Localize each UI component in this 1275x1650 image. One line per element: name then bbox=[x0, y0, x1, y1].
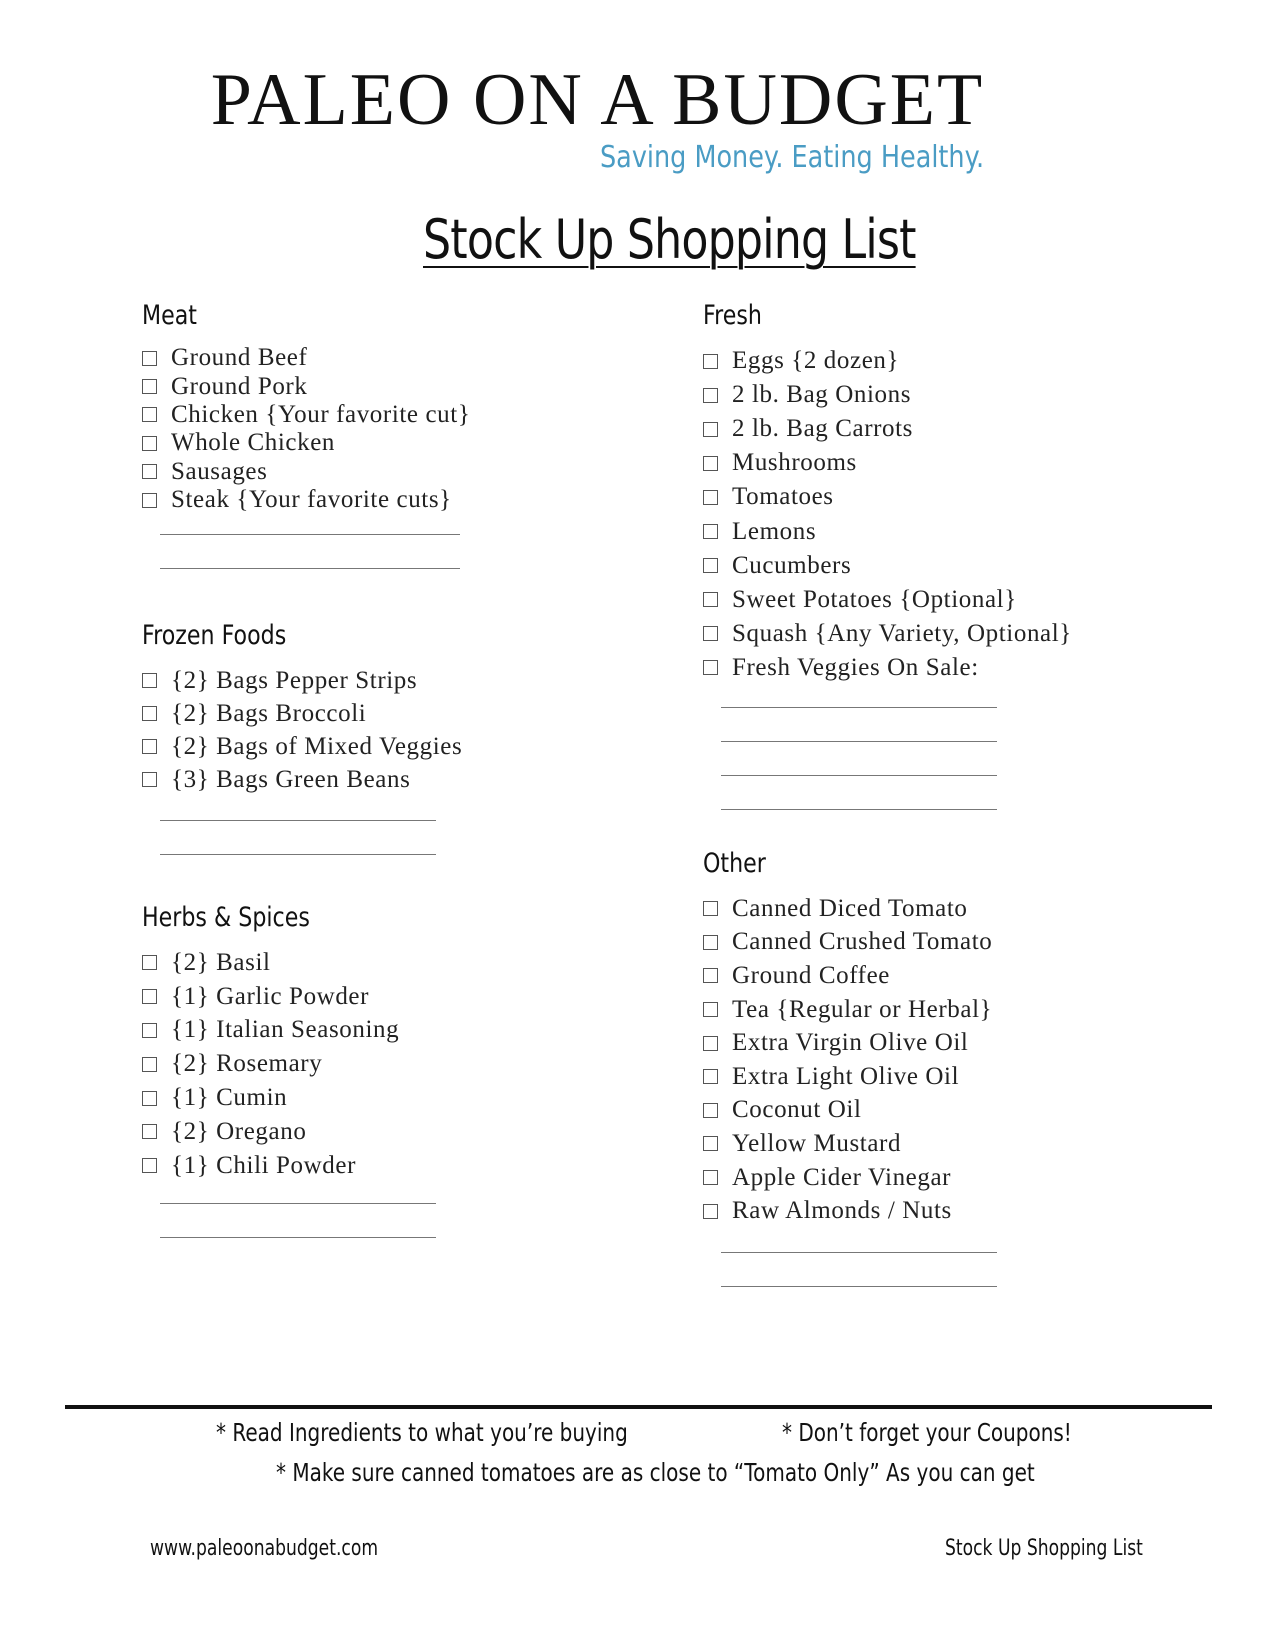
item-label: Coconut Oil bbox=[732, 1096, 862, 1124]
item-label: Extra Virgin Olive Oil bbox=[732, 1029, 969, 1057]
list-item bbox=[703, 1194, 997, 1228]
write-in-line[interactable] bbox=[721, 1252, 997, 1253]
checkbox[interactable] bbox=[703, 901, 718, 916]
checkbox[interactable] bbox=[142, 1158, 157, 1173]
list-item bbox=[142, 1014, 436, 1048]
list-item bbox=[142, 763, 462, 796]
list-item bbox=[703, 446, 1072, 480]
list-item bbox=[142, 429, 470, 457]
write-in-line[interactable] bbox=[160, 820, 436, 821]
item-label: {2} Basil bbox=[171, 948, 271, 976]
list-item bbox=[703, 549, 1072, 583]
checkbox[interactable] bbox=[703, 1103, 718, 1118]
meat-item-list bbox=[142, 344, 470, 514]
item-label: 2 lb. Bag Onions bbox=[732, 381, 912, 409]
note-canned-tomatoes: * Make sure canned tomatoes are as close to “Tomato Only” As you can get bbox=[276, 1458, 1035, 1487]
item-label: Steak {Your favorite cuts} bbox=[171, 486, 452, 514]
list-item bbox=[142, 946, 436, 980]
checkbox[interactable] bbox=[703, 388, 718, 403]
write-in-line[interactable] bbox=[721, 707, 997, 708]
checkbox[interactable] bbox=[703, 592, 718, 607]
item-label: {1} Chili Powder bbox=[171, 1151, 356, 1179]
checkbox[interactable] bbox=[142, 1057, 157, 1072]
item-label: Cucumbers bbox=[732, 551, 852, 579]
item-label: {2} Oregano bbox=[171, 1117, 307, 1145]
write-in-line[interactable] bbox=[160, 1203, 436, 1204]
checkbox[interactable] bbox=[142, 1023, 157, 1038]
checkbox[interactable] bbox=[142, 436, 157, 451]
item-label: {2} Rosemary bbox=[171, 1050, 323, 1078]
other-item-list bbox=[703, 892, 997, 1228]
checkbox[interactable] bbox=[703, 524, 718, 539]
list-item bbox=[703, 959, 997, 993]
list-item bbox=[703, 1094, 997, 1128]
item-label: Lemons bbox=[732, 517, 817, 545]
list-item bbox=[703, 1060, 997, 1094]
section-heading-meat: Meat bbox=[142, 300, 197, 331]
checkbox[interactable] bbox=[142, 955, 157, 970]
checkbox[interactable] bbox=[703, 968, 718, 983]
item-label: Raw Almonds / Nuts bbox=[732, 1197, 952, 1225]
write-in-line[interactable] bbox=[160, 1237, 436, 1238]
item-label: Sweet Potatoes {Optional} bbox=[732, 585, 1017, 613]
checkbox[interactable] bbox=[142, 351, 157, 366]
checkbox[interactable] bbox=[142, 989, 157, 1004]
item-label: Mushrooms bbox=[732, 449, 857, 477]
item-label: Ground Beef bbox=[171, 344, 308, 372]
item-label: Yellow Mustard bbox=[732, 1129, 902, 1157]
item-label: Apple Cider Vinegar bbox=[732, 1163, 952, 1191]
list-item bbox=[703, 1127, 997, 1161]
list-item bbox=[142, 486, 470, 514]
item-label: Extra Light Olive Oil bbox=[732, 1062, 960, 1090]
write-in-line[interactable] bbox=[721, 809, 997, 810]
item-label: Fresh Veggies On Sale: bbox=[732, 653, 979, 681]
item-label: Ground Pork bbox=[171, 372, 308, 400]
list-item bbox=[142, 1081, 436, 1115]
list-item bbox=[703, 1161, 997, 1195]
list-item bbox=[703, 583, 1072, 617]
checkbox[interactable] bbox=[703, 354, 718, 369]
list-item bbox=[142, 697, 462, 730]
list-item bbox=[142, 372, 470, 400]
frozen-item-list bbox=[142, 664, 462, 796]
write-in-line[interactable] bbox=[160, 534, 460, 535]
fresh-item-list bbox=[703, 344, 1072, 685]
checkbox[interactable] bbox=[703, 1136, 718, 1151]
section-heading-herbs-spices: Herbs & Spices bbox=[142, 902, 310, 933]
checkbox[interactable] bbox=[703, 1170, 718, 1185]
checkbox[interactable] bbox=[703, 626, 718, 641]
list-item bbox=[142, 344, 470, 372]
item-label: Whole Chicken bbox=[171, 429, 336, 457]
checkbox[interactable] bbox=[703, 490, 718, 505]
checkbox[interactable] bbox=[703, 456, 718, 471]
checkbox[interactable] bbox=[142, 1091, 157, 1106]
checkbox[interactable] bbox=[142, 739, 157, 754]
list-item bbox=[703, 926, 997, 960]
note-read-ingredients: * Read Ingredients to what you’re buying bbox=[216, 1418, 628, 1447]
list-item bbox=[703, 344, 1072, 378]
checkbox[interactable] bbox=[703, 1002, 718, 1017]
list-item bbox=[142, 730, 462, 763]
section-heading-fresh: Fresh bbox=[703, 300, 762, 331]
checkbox[interactable] bbox=[142, 493, 157, 508]
checkbox[interactable] bbox=[703, 660, 718, 675]
item-label: Sausages bbox=[171, 457, 268, 485]
item-label: 2 lb. Bag Carrots bbox=[732, 415, 914, 443]
write-in-line[interactable] bbox=[721, 775, 997, 776]
item-label: {1} Garlic Powder bbox=[171, 982, 370, 1010]
item-label: Chicken {Your favorite cut} bbox=[171, 400, 471, 428]
item-label: {3} Bags Green Beans bbox=[171, 765, 411, 793]
section-herbs-spices bbox=[142, 902, 436, 1238]
list-item bbox=[703, 993, 997, 1027]
brand-tagline: Saving Money. Eating Healthy. bbox=[600, 140, 985, 175]
section-heading-frozen-foods: Frozen Foods bbox=[142, 620, 287, 651]
checkbox[interactable] bbox=[142, 706, 157, 721]
list-item bbox=[703, 480, 1072, 514]
checkbox[interactable] bbox=[703, 558, 718, 573]
list-item bbox=[142, 401, 470, 429]
list-item bbox=[142, 458, 470, 486]
checkbox[interactable] bbox=[703, 1069, 718, 1084]
checkbox[interactable] bbox=[142, 673, 157, 688]
list-item bbox=[142, 1115, 436, 1149]
item-label: Ground Coffee bbox=[732, 961, 890, 989]
checkbox[interactable] bbox=[142, 464, 157, 479]
divider-rule bbox=[65, 1405, 1212, 1409]
list-item bbox=[703, 892, 997, 926]
write-in-line[interactable] bbox=[160, 568, 460, 569]
item-label: Canned Crushed Tomato bbox=[732, 928, 993, 956]
checkbox[interactable] bbox=[703, 1204, 718, 1219]
checkbox[interactable] bbox=[703, 935, 718, 950]
checkbox[interactable] bbox=[703, 1036, 718, 1051]
checkbox[interactable] bbox=[142, 772, 157, 787]
item-label: {1} Italian Seasoning bbox=[171, 1016, 400, 1044]
checkbox[interactable] bbox=[142, 1124, 157, 1139]
item-label: Tea {Regular or Herbal} bbox=[732, 995, 993, 1023]
footer-document-title: Stock Up Shopping List bbox=[945, 1536, 1143, 1561]
list-item bbox=[703, 412, 1072, 446]
section-meat bbox=[142, 300, 470, 569]
list-item bbox=[703, 617, 1072, 651]
footer-website: www.paleoonabudget.com bbox=[150, 1536, 379, 1561]
write-in-line[interactable] bbox=[721, 741, 997, 742]
brand-logo-text: PALEO ON A BUDGET bbox=[210, 59, 985, 141]
checkbox[interactable] bbox=[142, 407, 157, 422]
herbs-item-list bbox=[142, 946, 436, 1183]
write-in-line[interactable] bbox=[721, 1286, 997, 1287]
checkbox[interactable] bbox=[142, 379, 157, 394]
item-label: Canned Diced Tomato bbox=[732, 894, 968, 922]
section-heading-other: Other bbox=[703, 848, 766, 879]
item-label: {2} Bags Pepper Strips bbox=[171, 666, 418, 694]
section-fresh bbox=[703, 300, 1072, 810]
note-coupons: * Don’t forget your Coupons! bbox=[782, 1418, 1072, 1447]
checkbox[interactable] bbox=[703, 422, 718, 437]
page-title: Stock Up Shopping List bbox=[423, 208, 916, 271]
section-other bbox=[703, 848, 997, 1287]
write-in-line[interactable] bbox=[160, 854, 436, 855]
list-item bbox=[142, 980, 436, 1014]
list-item bbox=[703, 1026, 997, 1060]
item-label: {2} Bags of Mixed Veggies bbox=[171, 732, 463, 760]
list-item bbox=[703, 514, 1072, 548]
section-frozen-foods bbox=[142, 620, 462, 855]
item-label: {1} Cumin bbox=[171, 1084, 288, 1112]
item-label: Eggs {2 dozen} bbox=[732, 347, 900, 375]
list-item bbox=[703, 651, 1072, 685]
item-label: Squash {Any Variety, Optional} bbox=[732, 619, 1072, 647]
list-item bbox=[142, 1149, 436, 1183]
list-item bbox=[703, 378, 1072, 412]
item-label: Tomatoes bbox=[732, 483, 834, 511]
item-label: {2} Bags Broccoli bbox=[171, 699, 367, 727]
list-item bbox=[142, 1047, 436, 1081]
list-item bbox=[142, 664, 462, 697]
